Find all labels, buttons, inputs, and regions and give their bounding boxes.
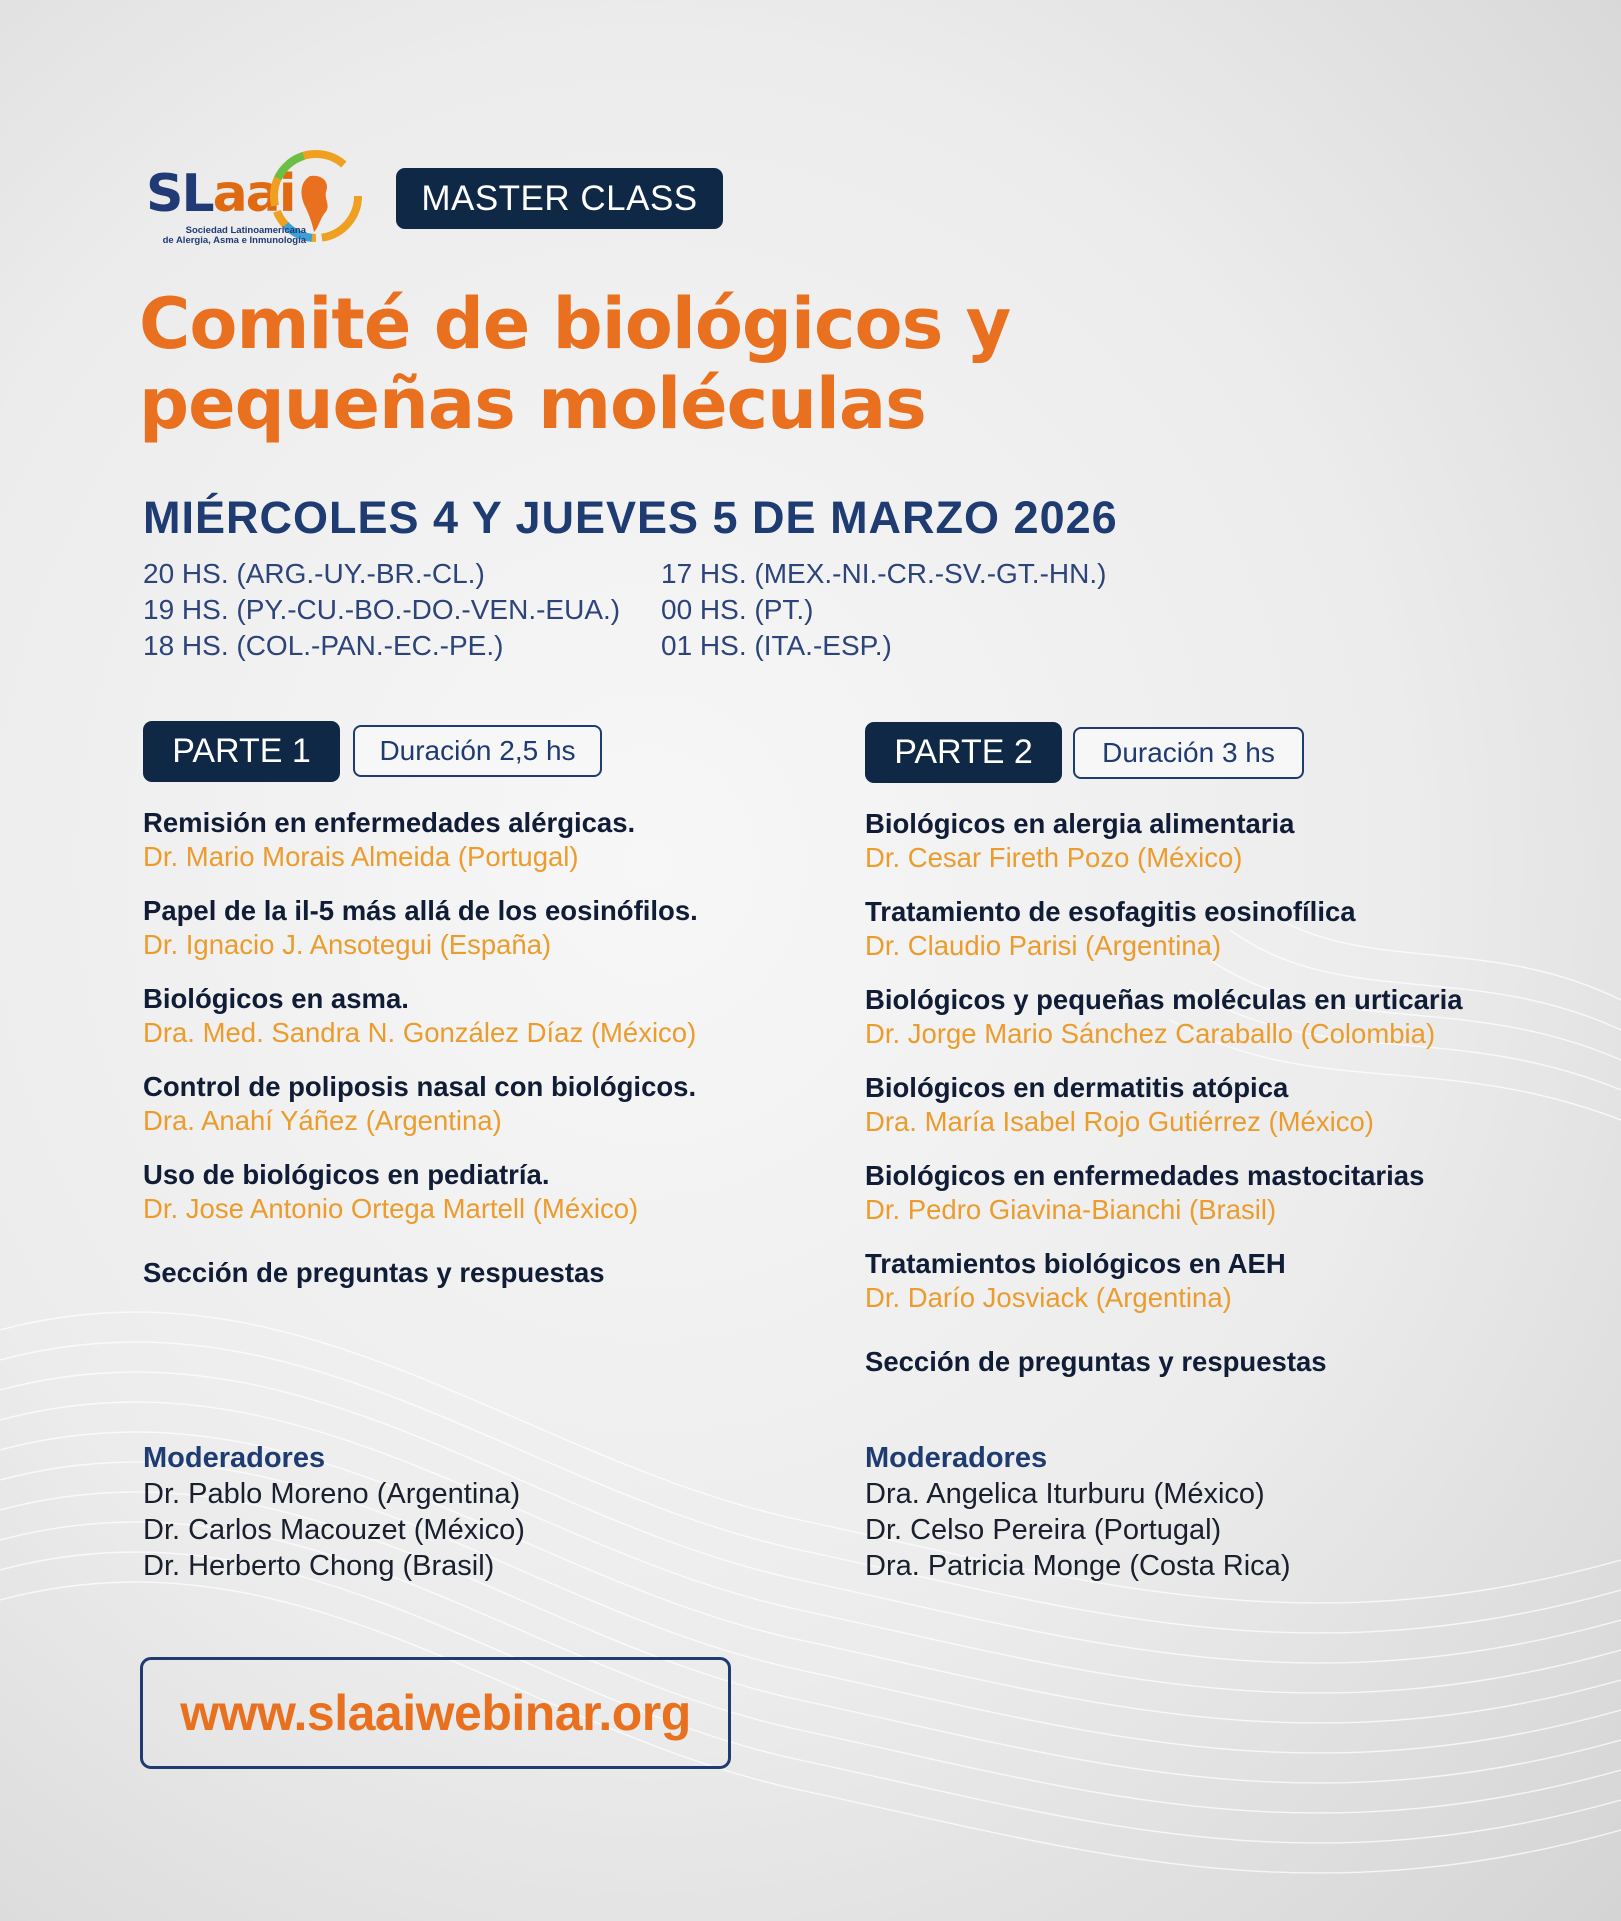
talk-title: Remisión en enfermedades alérgicas. <box>143 807 636 838</box>
part-2-talks <box>865 807 1565 1379</box>
part-1-moderators <box>143 1440 525 1584</box>
talk-speaker: Dr. Pedro Giavina-Bianchi (Brasil) <box>865 1194 1277 1225</box>
title-line-2: pequeñas moléculas <box>139 363 926 445</box>
timezone-item: 18 HS. (COL.-PAN.-EC.-PE.) <box>143 630 504 661</box>
talk-speaker: Dra. María Isabel Rojo Gutiérrez (México) <box>865 1106 1374 1137</box>
talk-item <box>143 982 843 1050</box>
part-1-talks <box>143 806 843 1290</box>
talk-speaker: Dr. Ignacio J. Ansotegui (España) <box>143 929 552 960</box>
slaai-logo <box>146 150 360 246</box>
talk-speaker: Dra. Anahí Yáñez (Argentina) <box>143 1105 502 1136</box>
moderator-item: Dra. Angelica Iturburu (México) <box>865 1478 1265 1510</box>
talk-speaker: Dr. Darío Josviack (Argentina) <box>865 1282 1232 1313</box>
timezone-item: 19 HS. (PY.-CU.-BO.-DO.-VEN.-EUA.) <box>143 594 621 625</box>
website-link[interactable]: www.slaaiwebinar.org <box>140 1657 731 1769</box>
talk-item <box>865 1159 1565 1227</box>
logo-wordmark: SLaai <box>146 164 295 224</box>
talk-item <box>143 806 843 874</box>
talk-speaker: Dr. Claudio Parisi (Argentina) <box>865 930 1222 961</box>
moderators-heading: Moderadores <box>143 1442 326 1474</box>
timezone-item: 00 HS. (PT.) <box>661 594 814 625</box>
talk-speaker: Dra. Med. Sandra N. González Díaz (México) <box>143 1017 697 1048</box>
talk-item <box>865 1071 1565 1139</box>
talk-item <box>143 1070 843 1138</box>
talk-title: Biológicos y pequeñas moléculas en urticaria <box>865 984 1463 1015</box>
qa-section: Sección de preguntas y respuestas <box>143 1257 605 1288</box>
talk-item <box>865 1247 1565 1315</box>
talk-item <box>865 807 1565 875</box>
logo-subtitle <box>146 226 306 246</box>
talk-speaker: Dr. Jorge Mario Sánchez Caraballo (Colombia) <box>865 1018 1436 1049</box>
talk-title: Uso de biológicos en pediatría. <box>143 1159 550 1190</box>
logo-subtitle-line1: Sociedad Latinoamericana <box>185 225 306 236</box>
part-2-label: PARTE 2 <box>865 722 1062 783</box>
logo-subtitle-line2: de Alergia, Asma e Inmunología <box>162 235 306 246</box>
talk-speaker: Dr. Jose Antonio Ortega Martell (México) <box>143 1193 639 1224</box>
talk-title: Tratamiento de esofagitis eosinofílica <box>865 896 1356 927</box>
timezone-item: 20 HS. (ARG.-UY.-BR.-CL.) <box>143 558 485 589</box>
talk-item <box>143 894 843 962</box>
moderator-item: Dr. Herberto Chong (Brasil) <box>143 1550 495 1582</box>
moderator-item: Dra. Patricia Monge (Costa Rica) <box>865 1550 1291 1582</box>
talk-title: Biológicos en enfermedades mastocitarias <box>865 1160 1425 1191</box>
moderator-item: Dr. Carlos Macouzet (México) <box>143 1514 525 1546</box>
talk-title: Biológicos en alergia alimentaria <box>865 808 1295 839</box>
moderator-item: Dr. Celso Pereira (Portugal) <box>865 1514 1222 1546</box>
master-class-badge: MASTER CLASS <box>396 168 723 229</box>
part-1-duration: Duración 2,5 hs <box>353 725 602 777</box>
title-line-1: Comité de biológicos y <box>139 283 1011 365</box>
talk-title: Biológicos en asma. <box>143 983 409 1014</box>
part-1-label: PARTE 1 <box>143 721 340 782</box>
timezone-list-left <box>143 556 620 664</box>
talk-title: Control de poliposis nasal con biológicos. <box>143 1071 697 1102</box>
talk-title: Biológicos en dermatitis atópica <box>865 1072 1289 1103</box>
timezone-item: 17 HS. (MEX.-NI.-CR.-SV.-GT.-HN.) <box>661 558 1107 589</box>
moderator-item: Dr. Pablo Moreno (Argentina) <box>143 1478 521 1510</box>
timezone-list-right <box>661 556 1106 664</box>
qa-section: Sección de preguntas y respuestas <box>865 1346 1327 1377</box>
talk-item <box>865 983 1565 1051</box>
talk-item <box>865 895 1565 963</box>
moderators-heading: Moderadores <box>865 1442 1048 1474</box>
talk-speaker: Dr. Mario Morais Almeida (Portugal) <box>143 841 579 872</box>
event-date: MIÉRCOLES 4 Y JUEVES 5 DE MARZO 2026 <box>143 492 1118 543</box>
talk-item <box>143 1158 843 1226</box>
talk-title: Tratamientos biológicos en AEH <box>865 1248 1286 1279</box>
talk-title: Papel de la il-5 más allá de los eosinófilos. <box>143 895 698 926</box>
talk-speaker: Dr. Cesar Fireth Pozo (México) <box>865 842 1243 873</box>
timezone-item: 01 HS. (ITA.-ESP.) <box>661 630 892 661</box>
page-title <box>139 284 1010 444</box>
part-2-moderators <box>865 1440 1290 1584</box>
part-2-duration: Duración 3 hs <box>1073 727 1304 779</box>
